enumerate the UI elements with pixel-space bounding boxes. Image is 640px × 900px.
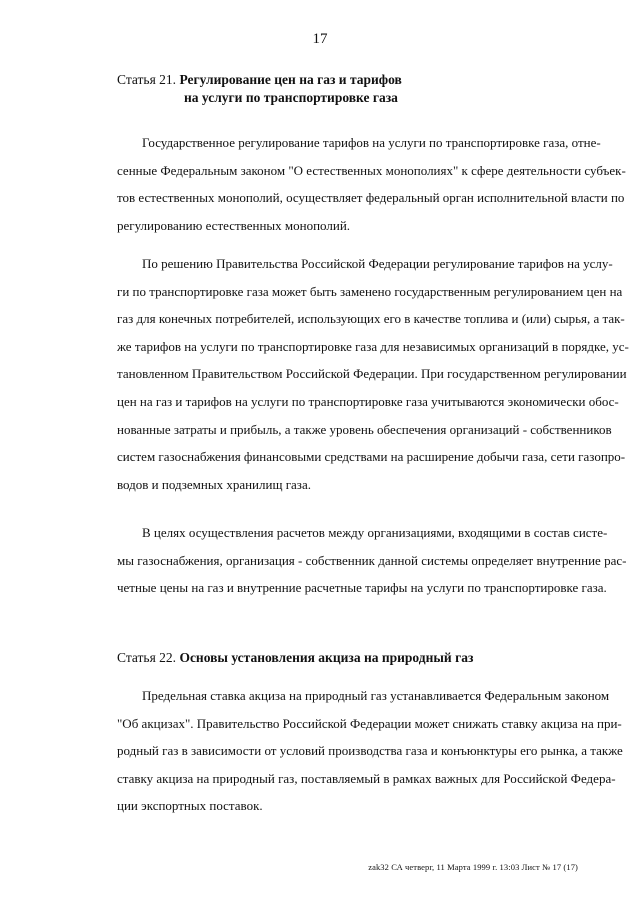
- text-line: ции экспортных поставок.: [117, 798, 263, 814]
- text-line: четные цены на газ и внутренние расчетные тарифы на услуги по транспортировке газа.: [117, 580, 607, 596]
- text-line: тов естественных монополий, осуществляет федеральный орган исполнительной власти по: [117, 190, 625, 206]
- article-21-paragraph-2: [117, 250, 629, 498]
- text-line: По решению Правительства Российской Федерации регулирование тарифов на услу-: [142, 256, 613, 271]
- text-line: сенные Федеральным законом "О естественных монополиях" к сфере деятельности субъек-: [117, 162, 626, 178]
- article-21-title-line2: на услуги по транспортировке газа: [184, 90, 398, 105]
- text-line: водов и подземных хранилищ газа.: [117, 476, 311, 492]
- article-22-heading: [117, 648, 473, 668]
- document-footer: zak32 СА четверг, 11 Марта 1999 г. 13:03 Лист № 17 (17): [368, 862, 578, 872]
- page-number: 17: [312, 31, 328, 47]
- article-21-paragraph-1: [117, 129, 626, 239]
- text-line: цен на газ и тарифов на услуги по транспортировке газа учитываются экономически обос-: [117, 393, 619, 409]
- article-21-label: Статья 21.: [117, 72, 177, 87]
- article-21-heading: [117, 70, 402, 90]
- text-line: ги по транспортировке газа может быть заменено государственным регулированием цен на: [117, 283, 623, 299]
- article-22-title: Основы установления акциза на природный газ: [179, 650, 474, 665]
- text-line: ставку акциза на природный газ, поставляемый в рамках важных для Российской Федера-: [117, 770, 616, 786]
- text-line: систем газоснабжения финансовыми средствами на расширение добычи газа, сети газопро-: [117, 449, 626, 465]
- article-21-paragraph-3: [117, 519, 627, 602]
- article-22-paragraph-1: [117, 682, 623, 820]
- text-line: Государственное регулирование тарифов на услуги по транспортировке газа, отне-: [142, 135, 601, 150]
- text-line: В целях осуществления расчетов между организациями, входящими в состав систе-: [142, 525, 608, 540]
- text-line: Предельная ставка акциза на природный газ устанавливается Федеральным законом: [142, 688, 610, 703]
- text-line: родный газ в зависимости от условий производства газа и конъюнктуры его рынка, а также: [117, 743, 623, 759]
- text-line: мы газоснабжения, организация - собственник данной системы определяет внутренние рас-: [117, 552, 627, 568]
- text-line: нованные затраты и прибыль, а также уровень обеспечения организаций - собственников: [117, 421, 612, 437]
- text-line: регулированию естественных монополий.: [117, 217, 351, 233]
- text-line: газ для конечных потребителей, использующих его в качестве топлива и (или) сырья, а так-: [117, 311, 625, 327]
- text-line: "Об акцизах". Правительство Российской Федерации может снижать ставку акциза на при-: [117, 715, 622, 731]
- text-line: же тарифов на услуги по транспортировке газа для независимых организаций в порядке, ус-: [117, 338, 629, 354]
- text-line: тановленном Правительством Российской Федерации. При государственном регулировании: [117, 366, 627, 382]
- article-22-label: Статья 22.: [117, 650, 177, 665]
- article-21-title-line1: Регулирование цен на газ и тарифов: [179, 72, 402, 87]
